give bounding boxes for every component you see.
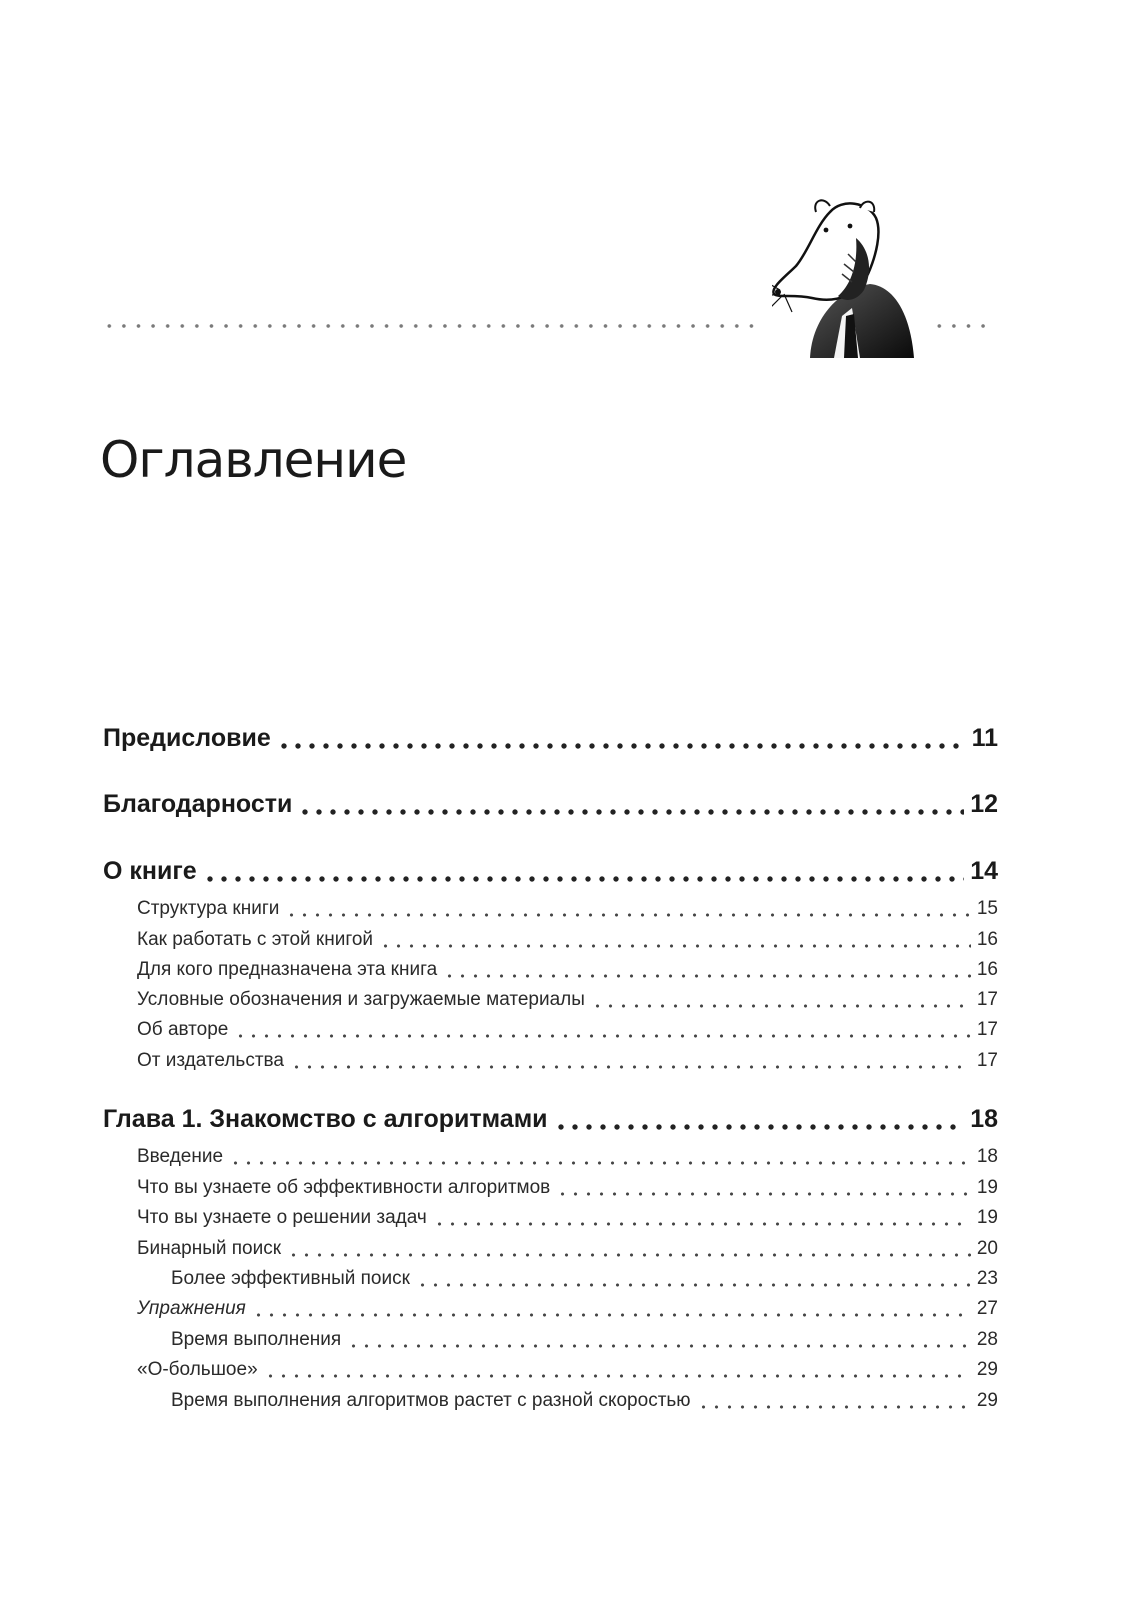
dot-leader [203, 876, 964, 882]
toc-page-number: 27 [976, 1298, 998, 1319]
toc-page-number: 16 [976, 959, 998, 980]
toc-entry-sub[interactable] [103, 1145, 998, 1169]
toc-entry-label: Предисловие [103, 724, 271, 752]
dot-leader [443, 973, 971, 979]
toc-entry-sub[interactable] [103, 1206, 998, 1230]
toc-entry-preface[interactable] [103, 722, 998, 754]
toc-entry-label: От издательства [137, 1050, 284, 1071]
toc-entry-label: Что вы узнаете о решении задач [137, 1207, 427, 1228]
toc-entry-sub[interactable] [103, 1176, 998, 1200]
toc-page-number: 18 [970, 1105, 998, 1133]
toc-entry-acknowledgements[interactable] [103, 788, 998, 820]
dot-leader [433, 1221, 971, 1227]
toc-entry-chapter-1[interactable] [103, 1103, 998, 1135]
dot-leader [229, 1160, 971, 1166]
dot-leader [277, 743, 966, 749]
dot-leader [379, 943, 971, 949]
toc-entry-sub[interactable] [103, 1237, 998, 1261]
toc-page-number: 14 [970, 857, 998, 885]
toc-entry-about-book[interactable] [103, 855, 998, 887]
page-title: Оглавление [100, 431, 407, 489]
dot-leader [234, 1033, 970, 1039]
toc-entry-label: Структура книги [137, 898, 280, 919]
toc-page-number: 17 [976, 1050, 998, 1071]
toc-entry-sub[interactable] [103, 1389, 998, 1413]
toc-entry-label: Введение [137, 1146, 224, 1167]
dotted-rule-right [932, 324, 988, 328]
toc-entry-label: Глава 1. Знакомство с алгоритмами [103, 1105, 548, 1133]
toc-page-number: 19 [976, 1177, 998, 1198]
toc-entry-label: Условные обозначения и загружаемые материалы [137, 989, 585, 1010]
toc-page-number: 20 [976, 1238, 998, 1259]
toc-page-number: 29 [976, 1390, 998, 1411]
toc-entry-label: Как работать с этой книгой [137, 929, 374, 950]
toc-entry-sub[interactable] [103, 1358, 998, 1382]
toc-page-number: 29 [976, 1359, 998, 1380]
toc-entry-label: Для кого предназначена эта книга [137, 959, 438, 980]
toc-page-number: 23 [976, 1268, 998, 1289]
toc-entry-label: Об авторе [137, 1019, 229, 1040]
toc-page-number: 16 [976, 929, 998, 950]
dot-leader [556, 1191, 971, 1197]
toc-entry-label: Время выполнения [171, 1329, 342, 1350]
toc-page-number: 28 [976, 1329, 998, 1350]
dot-leader [287, 1252, 971, 1258]
dot-leader [697, 1404, 971, 1410]
dot-leader [285, 912, 970, 918]
dot-leader [264, 1373, 971, 1379]
dot-leader [290, 1064, 971, 1070]
toc-page-number: 17 [976, 989, 998, 1010]
toc-entry-sub[interactable] [103, 1018, 998, 1042]
toc-page-number: 15 [976, 898, 998, 919]
toc-page-number: 11 [971, 724, 998, 752]
dot-leader [554, 1124, 965, 1130]
dot-leader [591, 1003, 971, 1009]
dot-leader [416, 1282, 971, 1288]
toc-page-number: 19 [976, 1207, 998, 1228]
toc-page-number: 12 [970, 790, 998, 818]
toc-entry-label: Что вы узнаете об эффективности алгоритмов [137, 1177, 551, 1198]
toc-entry-label: О книге [103, 857, 197, 885]
dot-leader [252, 1312, 971, 1318]
toc-entry-label: Время выполнения алгоритмов растет с разной скоростью [171, 1390, 691, 1411]
toc-entry-label: Упражнения [137, 1298, 246, 1319]
dot-leader [298, 809, 964, 815]
toc-entry-sub[interactable] [103, 958, 998, 982]
toc-entry-sub[interactable] [103, 988, 998, 1012]
toc-entry-label: «О-большое» [137, 1359, 258, 1380]
toc-entry-sub[interactable] [103, 1328, 998, 1352]
toc-entry-label: Благодарности [103, 790, 293, 818]
toc-entry-sub[interactable] [103, 897, 998, 921]
toc-entry-sub[interactable] [103, 1049, 998, 1073]
toc-entry-sub[interactable] [103, 1267, 998, 1291]
toc-entry-label: Бинарный поиск [137, 1238, 282, 1259]
dotted-rule-left [102, 324, 762, 328]
toc-entry-sub[interactable] [103, 928, 998, 952]
toc-entry-sub[interactable] [103, 1297, 998, 1321]
rat-illustration-icon [772, 198, 932, 358]
toc-page-number: 17 [976, 1019, 998, 1040]
dot-leader [347, 1343, 971, 1349]
toc-entry-label: Более эффективный поиск [171, 1268, 410, 1289]
toc-page-number: 18 [976, 1146, 998, 1167]
